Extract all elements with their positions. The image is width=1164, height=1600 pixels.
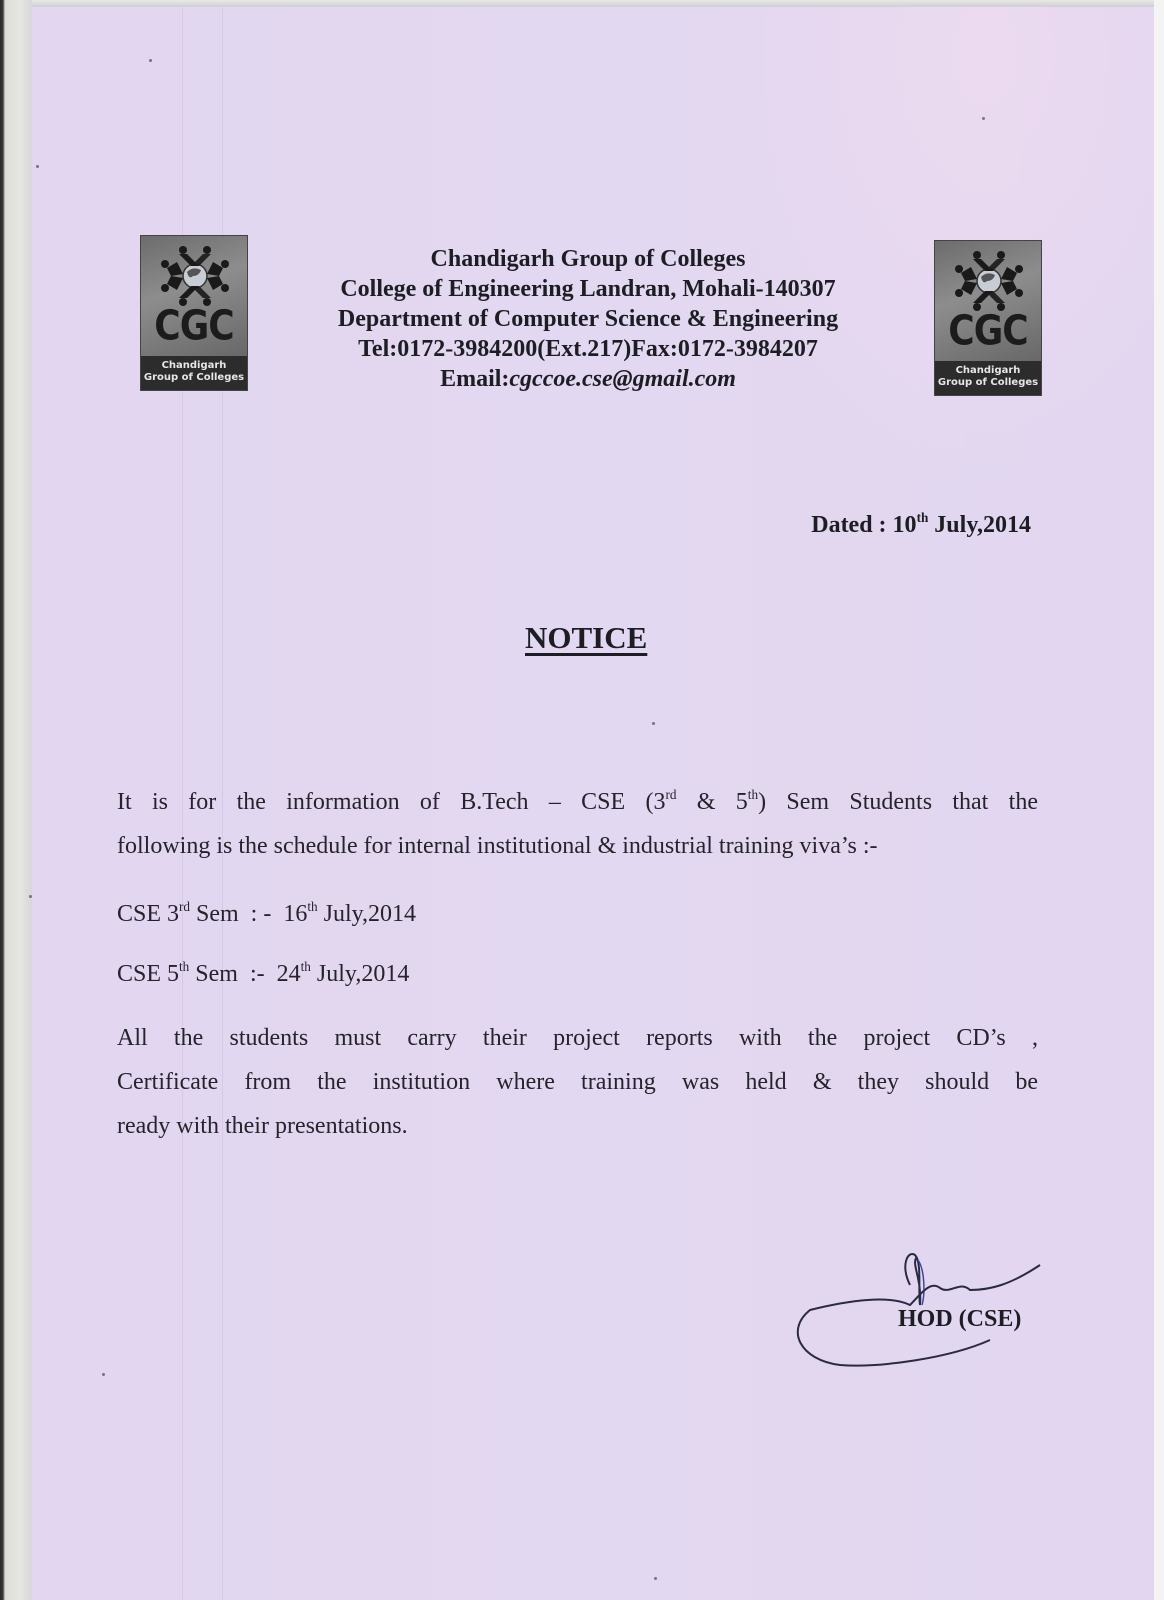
logo-band: [935, 361, 1041, 395]
schedule-sem: CSE 3: [117, 901, 180, 927]
notice-title: NOTICE: [525, 620, 648, 655]
logo-band-line2: Group of Colleges: [937, 377, 1039, 388]
contact-email: [268, 364, 908, 394]
schedule-sep: Sem :- 24: [189, 961, 301, 987]
scan-speck: [149, 59, 152, 62]
email-value: cgccoe.cse@gmail.com: [509, 366, 736, 392]
ordinal: th: [747, 787, 759, 803]
intro-paragraph: [117, 780, 1038, 868]
instructions-line-2: Certificate from the institution where training was held & they should be: [117, 1069, 1038, 1095]
schedule-date: July,2014: [317, 901, 417, 927]
signatory-title: HOD (CSE): [898, 1306, 1022, 1332]
cgc-logo-left: [140, 235, 248, 391]
schedule-item-3rd-sem: [117, 894, 416, 934]
department-name: Department of Computer Science & Engineering: [337, 306, 839, 332]
intro-text: & 5: [676, 789, 748, 815]
ordinal: th: [307, 899, 318, 915]
scanner-edge-top: [32, 0, 1164, 7]
cgc-logo-right: [934, 240, 1042, 396]
schedule-date: July,2014: [310, 961, 410, 987]
scan-speck: [36, 165, 39, 168]
people-globe-emblem-icon: [949, 249, 1029, 313]
scan-speck: [982, 117, 985, 120]
logo-band: [141, 356, 247, 390]
logo-band-line1: Chandigarh: [161, 360, 227, 371]
ordinal: th: [179, 959, 190, 975]
ordinal: rd: [179, 899, 191, 915]
college-address: College of Engineering Landran, Mohali-140307: [340, 276, 836, 302]
intro-text: It is for the information of B.Tech – CSE (3: [117, 789, 666, 815]
instructions-line-1: All the students must carry their project reports with the project CD’s ,: [117, 1025, 1038, 1051]
scanner-edge-left: [0, 0, 32, 1600]
scan-speck: [102, 1373, 105, 1376]
logo-band-line2: Group of Colleges: [143, 372, 245, 383]
scan-speck: [652, 722, 655, 725]
intro-line-1: [117, 780, 1038, 824]
intro-line-2: following is the schedule for internal institutional & industrial training viva’s :-: [117, 833, 878, 859]
ordinal: rd: [665, 787, 677, 803]
logo-band-line1: Chandigarh: [955, 365, 1021, 376]
intro-text: ) Sem Students that the: [758, 789, 1038, 815]
contact-phone-fax: Tel:0172-3984200(Ext.217)Fax:0172-3984207: [358, 336, 818, 362]
notice-date: [811, 512, 1031, 539]
date-rest: July,2014: [928, 512, 1031, 538]
ordinal: th: [300, 959, 311, 975]
scanner-edge-right: [1154, 0, 1164, 1600]
logo-acronym: CGC: [154, 302, 234, 351]
scan-speck: [29, 895, 32, 898]
date-label: Dated : 10: [811, 512, 917, 538]
instructions-paragraph: [117, 1016, 1038, 1148]
scan-speck: [654, 1577, 657, 1580]
institution-name: Chandigarh Group of Colleges: [430, 246, 746, 272]
date-ordinal: th: [916, 510, 929, 526]
letterhead: [268, 244, 908, 394]
schedule-sep: Sem : - 16: [190, 901, 308, 927]
email-label: Email:: [440, 366, 510, 392]
schedule-sem: CSE 5: [117, 961, 180, 987]
logo-acronym: CGC: [948, 307, 1028, 356]
schedule-item-5th-sem: [117, 954, 409, 994]
people-globe-emblem-icon: [155, 244, 235, 308]
instructions-line-3: ready with their presentations.: [117, 1113, 408, 1139]
